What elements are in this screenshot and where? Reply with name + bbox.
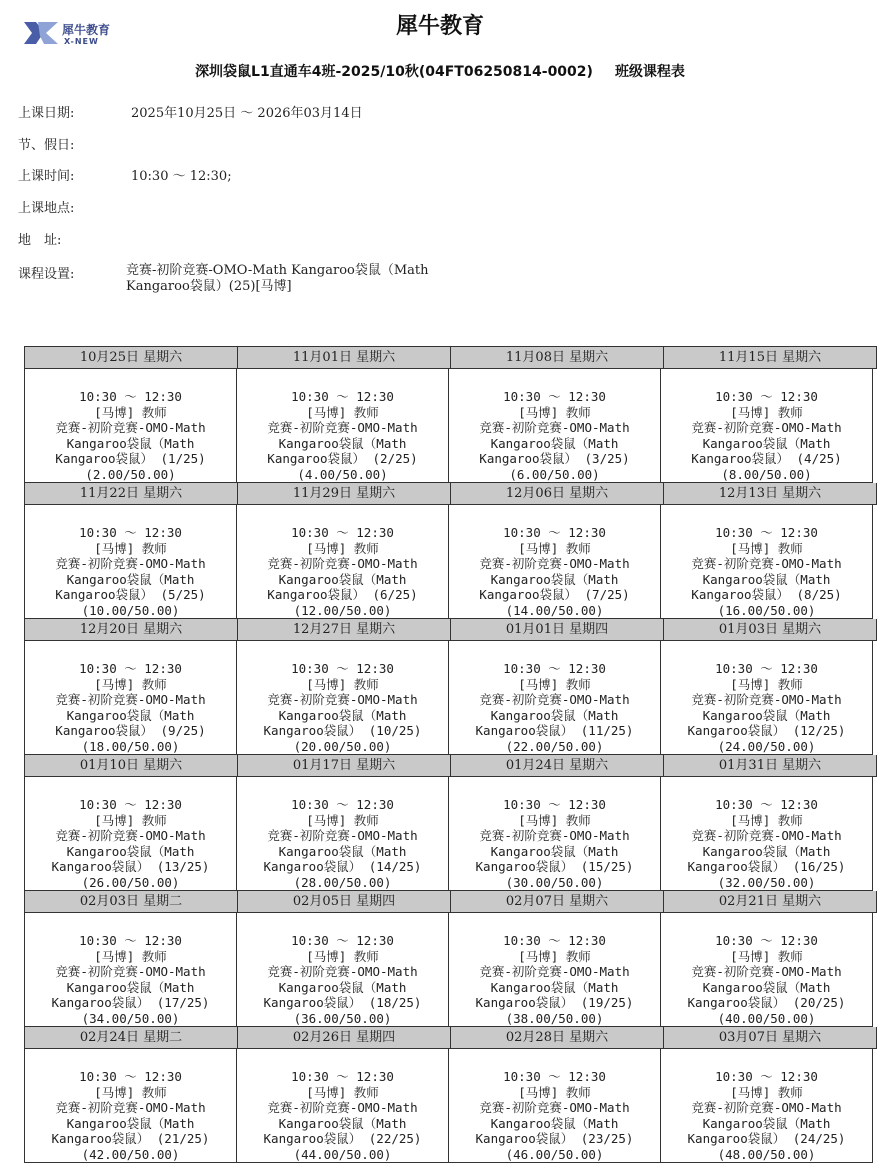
session-hours: (24.00/50.00)	[717, 738, 816, 754]
session-course-name: 竞赛-初阶竞赛-OMO-Math	[55, 692, 206, 707]
info-label: 节、假日:	[18, 138, 75, 153]
session-cell	[449, 777, 661, 891]
session-hours: (20.00/50.00)	[293, 738, 392, 754]
session-cell	[449, 913, 661, 1027]
session-course-name: 竞赛-初阶竞赛-OMO-Math	[691, 828, 842, 843]
session-course-name-2: Kangaroo袋鼠（Math	[702, 1115, 831, 1131]
session-hours: (14.00/50.00)	[505, 602, 604, 618]
session-cell	[237, 913, 449, 1027]
session-time: 10:30 ～ 12:30	[79, 797, 182, 812]
session-date: 01月31日 星期六	[664, 755, 877, 777]
session-hours: (34.00/50.00)	[81, 1010, 180, 1026]
session-date: 12月27日 星期六	[238, 619, 451, 641]
session-course-name-2: Kangaroo袋鼠（Math	[490, 1115, 619, 1131]
session-course-name: 竞赛-初阶竞赛-OMO-Math	[479, 556, 630, 571]
info-value: 2025年10月25日 ～ 2026年03月14日	[131, 106, 363, 121]
date-header-row	[25, 619, 877, 641]
session-course-name: 竞赛-初阶竞赛-OMO-Math	[267, 964, 418, 979]
session-time: 10:30 ～ 12:30	[79, 525, 182, 540]
session-row	[25, 369, 877, 483]
logo-text-en: X-NEW	[64, 37, 99, 46]
session-time: 10:30 ～ 12:30	[79, 661, 182, 676]
session-time: 10:30 ～ 12:30	[291, 797, 394, 812]
date-header-row	[25, 755, 877, 777]
session-course-name: 竞赛-初阶竞赛-OMO-Math	[479, 692, 630, 707]
session-teacher: [马博] 教师	[518, 1084, 591, 1100]
session-teacher: [马博] 教师	[730, 676, 803, 692]
session-time: 10:30 ～ 12:30	[291, 525, 394, 540]
session-date: 01月01日 星期四	[451, 619, 664, 641]
session-row	[25, 505, 877, 619]
session-cell	[449, 505, 661, 619]
session-course-name: 竞赛-初阶竞赛-OMO-Math	[267, 828, 418, 843]
session-cell	[25, 369, 237, 483]
session-hours: (22.00/50.00)	[505, 738, 604, 754]
course-value: 竞赛-初阶竞赛-OMO-Math Kangaroo袋鼠（Math Kangaroo袋鼠）(25)[马博]	[126, 263, 429, 294]
session-time: 10:30 ～ 12:30	[291, 389, 394, 404]
session-progress: Kangaroo袋鼠） (23/25)	[475, 1131, 634, 1146]
session-course-name-2: Kangaroo袋鼠（Math	[490, 979, 619, 995]
info-label: 上课时间:	[18, 169, 75, 184]
session-date: 11月01日 星期六	[238, 347, 451, 369]
session-teacher: [马博] 教师	[94, 948, 167, 964]
session-progress: Kangaroo袋鼠） (18/25)	[263, 995, 422, 1010]
session-cell	[25, 641, 237, 755]
session-progress: Kangaroo袋鼠） (17/25)	[51, 995, 210, 1010]
session-progress: Kangaroo袋鼠） (6/25)	[267, 587, 418, 602]
session-date: 01月10日 星期六	[25, 755, 238, 777]
session-teacher: [马博] 教师	[730, 404, 803, 420]
logo-text-cn: 犀牛教育	[62, 23, 111, 37]
session-date: 01月17日 星期六	[238, 755, 451, 777]
session-hours: (40.00/50.00)	[717, 1010, 816, 1026]
session-cell	[25, 505, 237, 619]
session-progress: Kangaroo袋鼠） (4/25)	[691, 451, 842, 466]
session-course-name: 竞赛-初阶竞赛-OMO-Math	[267, 420, 418, 435]
session-date: 02月26日 星期四	[238, 1027, 451, 1049]
session-progress: Kangaroo袋鼠） (7/25)	[479, 587, 630, 602]
session-date: 11月22日 星期六	[25, 483, 238, 505]
session-course-name: 竞赛-初阶竞赛-OMO-Math	[55, 828, 206, 843]
session-hours: (10.00/50.00)	[81, 602, 180, 618]
session-teacher: [马博] 教师	[94, 404, 167, 420]
session-teacher: [马博] 教师	[730, 540, 803, 556]
session-hours: (46.00/50.00)	[505, 1146, 604, 1162]
session-course-name-2: Kangaroo袋鼠（Math	[278, 843, 407, 859]
session-cell	[449, 1049, 661, 1163]
session-course-name: 竞赛-初阶竞赛-OMO-Math	[55, 964, 206, 979]
session-course-name-2: Kangaroo袋鼠（Math	[702, 707, 831, 723]
date-header-row	[25, 891, 877, 913]
session-time: 10:30 ～ 12:30	[715, 933, 818, 948]
session-hours: (38.00/50.00)	[505, 1010, 604, 1026]
session-progress: Kangaroo袋鼠） (24/25)	[687, 1131, 846, 1146]
session-course-name-2: Kangaroo袋鼠（Math	[702, 843, 831, 859]
session-course-name-2: Kangaroo袋鼠（Math	[278, 435, 407, 451]
session-time: 10:30 ～ 12:30	[503, 933, 606, 948]
session-row	[25, 913, 877, 1027]
session-course-name-2: Kangaroo袋鼠（Math	[702, 979, 831, 995]
session-teacher: [马博] 教师	[306, 812, 379, 828]
session-hours: (32.00/50.00)	[717, 874, 816, 890]
session-row	[25, 777, 877, 891]
session-course-name: 竞赛-初阶竞赛-OMO-Math	[691, 556, 842, 571]
session-course-name-2: Kangaroo袋鼠（Math	[490, 571, 619, 587]
session-progress: Kangaroo袋鼠） (1/25)	[55, 451, 206, 466]
info-value: 10:30 ～ 12:30;	[131, 169, 232, 184]
session-time: 10:30 ～ 12:30	[715, 797, 818, 812]
session-row	[25, 1049, 877, 1163]
session-teacher: [马博] 教师	[518, 404, 591, 420]
session-course-name: 竞赛-初阶竞赛-OMO-Math	[267, 1100, 418, 1115]
session-cell	[237, 369, 449, 483]
session-course-name: 竞赛-初阶竞赛-OMO-Math	[691, 692, 842, 707]
session-progress: Kangaroo袋鼠） (13/25)	[51, 859, 210, 874]
session-time: 10:30 ～ 12:30	[79, 1069, 182, 1084]
session-course-name: 竞赛-初阶竞赛-OMO-Math	[55, 556, 206, 571]
table-title: 班级课程表	[614, 64, 685, 80]
session-hours: (2.00/50.00)	[85, 466, 176, 482]
session-course-name-2: Kangaroo袋鼠（Math	[702, 435, 831, 451]
session-date: 01月03日 星期六	[664, 619, 877, 641]
session-cell	[25, 913, 237, 1027]
session-cell	[661, 505, 873, 619]
page-brand-title: 犀牛教育	[395, 14, 484, 39]
session-teacher: [马博] 教师	[94, 1084, 167, 1100]
session-hours: (30.00/50.00)	[505, 874, 604, 890]
session-teacher: [马博] 教师	[94, 540, 167, 556]
session-cell	[661, 777, 873, 891]
session-time: 10:30 ～ 12:30	[503, 389, 606, 404]
session-course-name: 竞赛-初阶竞赛-OMO-Math	[479, 828, 630, 843]
session-cell	[661, 913, 873, 1027]
session-hours: (8.00/50.00)	[721, 466, 812, 482]
session-course-name: 竞赛-初阶竞赛-OMO-Math	[479, 1100, 630, 1115]
session-hours: (6.00/50.00)	[509, 466, 600, 482]
session-course-name-2: Kangaroo袋鼠（Math	[66, 571, 195, 587]
session-course-name: 竞赛-初阶竞赛-OMO-Math	[691, 1100, 842, 1115]
session-course-name-2: Kangaroo袋鼠（Math	[702, 571, 831, 587]
session-date: 02月28日 星期六	[451, 1027, 664, 1049]
session-date: 02月24日 星期二	[25, 1027, 238, 1049]
session-date: 02月07日 星期六	[451, 891, 664, 913]
session-date: 12月20日 星期六	[25, 619, 238, 641]
session-progress: Kangaroo袋鼠） (8/25)	[691, 587, 842, 602]
session-date: 12月06日 星期六	[451, 483, 664, 505]
session-hours: (26.00/50.00)	[81, 874, 180, 890]
session-time: 10:30 ～ 12:30	[79, 389, 182, 404]
info-label: 地 址:	[18, 233, 62, 248]
session-cell	[449, 369, 661, 483]
session-teacher: [马博] 教师	[730, 948, 803, 964]
session-cell	[237, 777, 449, 891]
session-date: 11月15日 星期六	[664, 347, 877, 369]
session-hours: (42.00/50.00)	[81, 1146, 180, 1162]
session-time: 10:30 ～ 12:30	[503, 661, 606, 676]
info-label: 上课日期:	[18, 106, 75, 121]
date-header-row	[25, 1027, 877, 1049]
session-progress: Kangaroo袋鼠） (21/25)	[51, 1131, 210, 1146]
session-teacher: [马博] 教师	[518, 676, 591, 692]
session-date: 02月05日 星期四	[238, 891, 451, 913]
session-course-name: 竞赛-初阶竞赛-OMO-Math	[691, 420, 842, 435]
session-progress: Kangaroo袋鼠） (15/25)	[475, 859, 634, 874]
session-date: 02月21日 星期六	[664, 891, 877, 913]
session-cell	[25, 1049, 237, 1163]
session-progress: Kangaroo袋鼠） (2/25)	[267, 451, 418, 466]
session-course-name: 竞赛-初阶竞赛-OMO-Math	[479, 420, 630, 435]
session-date: 10月25日 星期六	[25, 347, 238, 369]
session-course-name-2: Kangaroo袋鼠（Math	[490, 843, 619, 859]
session-progress: Kangaroo袋鼠） (16/25)	[687, 859, 846, 874]
session-course-name-2: Kangaroo袋鼠（Math	[278, 571, 407, 587]
session-hours: (44.00/50.00)	[293, 1146, 392, 1162]
date-header-row	[25, 483, 877, 505]
session-cell	[661, 369, 873, 483]
schedule-subtitle	[0, 61, 880, 81]
session-time: 10:30 ～ 12:30	[715, 525, 818, 540]
session-cell	[237, 505, 449, 619]
session-progress: Kangaroo袋鼠） (5/25)	[55, 587, 206, 602]
session-teacher: [马博] 教师	[306, 676, 379, 692]
session-date: 01月24日 星期六	[451, 755, 664, 777]
session-cell	[661, 641, 873, 755]
session-time: 10:30 ～ 12:30	[291, 1069, 394, 1084]
session-date: 02月03日 星期二	[25, 891, 238, 913]
schedule-table	[24, 346, 877, 1163]
session-teacher: [马博] 教师	[94, 812, 167, 828]
session-cell	[237, 641, 449, 755]
session-progress: Kangaroo袋鼠） (14/25)	[263, 859, 422, 874]
session-progress: Kangaroo袋鼠） (11/25)	[475, 723, 634, 738]
session-teacher: [马博] 教师	[518, 948, 591, 964]
session-progress: Kangaroo袋鼠） (3/25)	[479, 451, 630, 466]
session-progress: Kangaroo袋鼠） (22/25)	[263, 1131, 422, 1146]
session-course-name: 竞赛-初阶竞赛-OMO-Math	[55, 1100, 206, 1115]
session-progress: Kangaroo袋鼠） (9/25)	[55, 723, 206, 738]
session-teacher: [马博] 教师	[306, 1084, 379, 1100]
session-course-name-2: Kangaroo袋鼠（Math	[66, 435, 195, 451]
session-course-name-2: Kangaroo袋鼠（Math	[278, 979, 407, 995]
session-time: 10:30 ～ 12:30	[503, 797, 606, 812]
session-hours: (28.00/50.00)	[293, 874, 392, 890]
session-course-name-2: Kangaroo袋鼠（Math	[66, 843, 195, 859]
session-teacher: [马博] 教师	[518, 812, 591, 828]
session-teacher: [马博] 教师	[518, 540, 591, 556]
session-course-name-2: Kangaroo袋鼠（Math	[278, 1115, 407, 1131]
session-hours: (18.00/50.00)	[81, 738, 180, 754]
course-label: 课程设置:	[18, 267, 75, 282]
session-teacher: [马博] 教师	[730, 1084, 803, 1100]
session-teacher: [马博] 教师	[306, 540, 379, 556]
session-date: 03月07日 星期六	[664, 1027, 877, 1049]
session-time: 10:30 ～ 12:30	[291, 661, 394, 676]
session-cell	[449, 641, 661, 755]
session-hours: (4.00/50.00)	[297, 466, 388, 482]
session-course-name: 竞赛-初阶竞赛-OMO-Math	[479, 964, 630, 979]
session-teacher: [马博] 教师	[306, 948, 379, 964]
info-label: 上课地点:	[18, 201, 75, 216]
session-course-name: 竞赛-初阶竞赛-OMO-Math	[267, 556, 418, 571]
session-cell	[237, 1049, 449, 1163]
session-row	[25, 641, 877, 755]
session-hours: (12.00/50.00)	[293, 602, 392, 618]
date-header-row	[25, 347, 877, 369]
session-progress: Kangaroo袋鼠） (20/25)	[687, 995, 846, 1010]
session-course-name-2: Kangaroo袋鼠（Math	[66, 1115, 195, 1131]
session-cell	[661, 1049, 873, 1163]
class-name: 深圳袋鼠L1直通车4班-2025/10秋(04FT06250814-0002)	[195, 64, 593, 80]
session-time: 10:30 ～ 12:30	[715, 661, 818, 676]
session-course-name-2: Kangaroo袋鼠（Math	[490, 435, 619, 451]
session-progress: Kangaroo袋鼠） (19/25)	[475, 995, 634, 1010]
session-teacher: [马博] 教师	[94, 676, 167, 692]
session-course-name-2: Kangaroo袋鼠（Math	[66, 707, 195, 723]
session-hours: (16.00/50.00)	[717, 602, 816, 618]
session-course-name: 竞赛-初阶竞赛-OMO-Math	[55, 420, 206, 435]
session-time: 10:30 ～ 12:30	[715, 389, 818, 404]
session-teacher: [马博] 教师	[306, 404, 379, 420]
session-course-name-2: Kangaroo袋鼠（Math	[490, 707, 619, 723]
session-time: 10:30 ～ 12:30	[79, 933, 182, 948]
session-teacher: [马博] 教师	[730, 812, 803, 828]
session-course-name: 竞赛-初阶竞赛-OMO-Math	[267, 692, 418, 707]
session-time: 10:30 ～ 12:30	[291, 933, 394, 948]
session-progress: Kangaroo袋鼠） (12/25)	[687, 723, 846, 738]
session-date: 12月13日 星期六	[664, 483, 877, 505]
session-progress: Kangaroo袋鼠） (10/25)	[263, 723, 422, 738]
session-course-name: 竞赛-初阶竞赛-OMO-Math	[691, 964, 842, 979]
session-hours: (48.00/50.00)	[717, 1146, 816, 1162]
session-course-name-2: Kangaroo袋鼠（Math	[66, 979, 195, 995]
session-date: 11月08日 星期六	[451, 347, 664, 369]
session-time: 10:30 ～ 12:30	[503, 525, 606, 540]
session-time: 10:30 ～ 12:30	[503, 1069, 606, 1084]
session-time: 10:30 ～ 12:30	[715, 1069, 818, 1084]
session-hours: (36.00/50.00)	[293, 1010, 392, 1026]
session-date: 11月29日 星期六	[238, 483, 451, 505]
session-cell	[25, 777, 237, 891]
session-course-name-2: Kangaroo袋鼠（Math	[278, 707, 407, 723]
